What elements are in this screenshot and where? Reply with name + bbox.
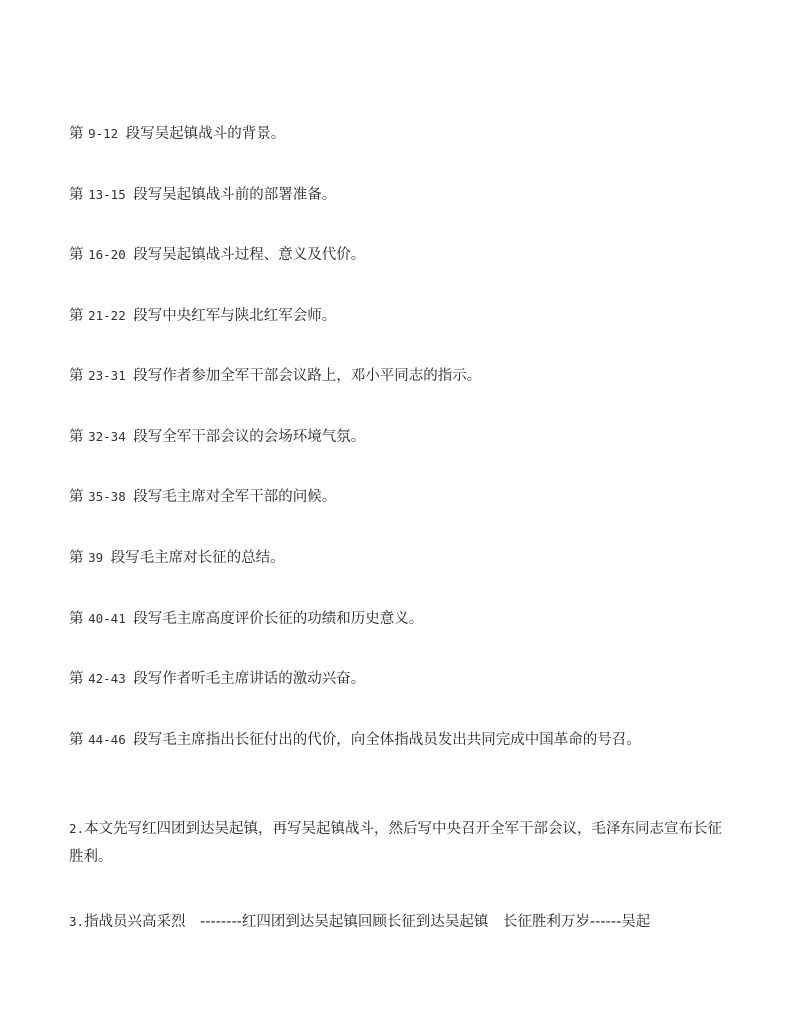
paragraph-range: 39 (88, 550, 111, 565)
paragraph-range: 44-46 (88, 732, 134, 747)
outline-text: 段写毛主席指出长征付出的代价，向全体指战员发出共同完成中国革命的号召。 (133, 732, 641, 748)
paragraph-range: 32-34 (88, 429, 134, 444)
outline-prefix: 第 (69, 187, 84, 203)
paragraph-range: 13-15 (88, 187, 134, 202)
outline-prefix: 第 (69, 247, 84, 263)
outline-line (69, 245, 729, 265)
outline-text: 段写毛主席对全军干部的问候。 (133, 489, 337, 505)
outline-prefix: 第 (69, 550, 84, 566)
outline-prefix: 第 (69, 611, 84, 627)
outline-prefix: 第 (69, 489, 84, 505)
outline-line (69, 730, 729, 750)
outline-line (69, 548, 729, 568)
outline-prefix: 第 (69, 429, 84, 445)
paragraph-range: 40-41 (88, 611, 134, 626)
outline-text: 段写毛主席高度评价长征的功绩和历史意义。 (133, 611, 424, 627)
outline-text: 段写作者听毛主席讲话的激动兴奋。 (133, 671, 366, 687)
outline-text: 段写毛主席对长征的总结。 (110, 550, 285, 566)
outline-line (69, 185, 729, 205)
outline-prefix: 第 (69, 308, 84, 324)
paragraph-range: 42-43 (88, 671, 134, 686)
paragraph-range: 35-38 (88, 489, 134, 504)
outline-prefix: 第 (69, 126, 84, 142)
outline-text: 段写中央红军与陕北红军会师。 (133, 308, 337, 324)
outline-line (69, 427, 729, 447)
outline-line (69, 669, 729, 689)
outline-prefix: 第 (69, 368, 84, 384)
answer-text: 指战员兴高采烈 --------红四团到达吴起镇回顾长征到达吴起镇 长征胜利万岁------吴起 (84, 914, 651, 930)
answer-3 (69, 908, 729, 936)
outline-line (69, 609, 729, 629)
outline-prefix: 第 (69, 671, 84, 687)
answer-2 (69, 815, 729, 871)
outline-text: 段写全军干部会议的会场环境气氛。 (133, 429, 366, 445)
answer-number: 2. (69, 821, 85, 836)
outline-line (69, 366, 729, 386)
answer-number: 3. (69, 914, 85, 929)
outline-line (69, 487, 729, 507)
outline-prefix: 第 (69, 732, 84, 748)
outline-line (69, 124, 729, 144)
outline-text: 段写作者参加全军干部会议路上，邓小平同志的指示。 (133, 368, 482, 384)
paragraph-range: 21-22 (88, 308, 134, 323)
paragraph-range: 23-31 (88, 368, 134, 383)
paragraph-range: 16-20 (88, 247, 134, 262)
answer-text: 本文先写红四团到达吴起镇，再写吴起镇战斗，然后写中央召开全军干部会议，毛泽东同志宣布长征胜利。 (69, 821, 723, 865)
outline-text: 段写吴起镇战斗过程、意义及代价。 (133, 247, 366, 263)
outline-text: 段写吴起镇战斗的背景。 (125, 126, 286, 142)
outline-text: 段写吴起镇战斗前的部署准备。 (133, 187, 337, 203)
outline-line (69, 306, 729, 326)
paragraph-range: 9-12 (88, 126, 126, 141)
